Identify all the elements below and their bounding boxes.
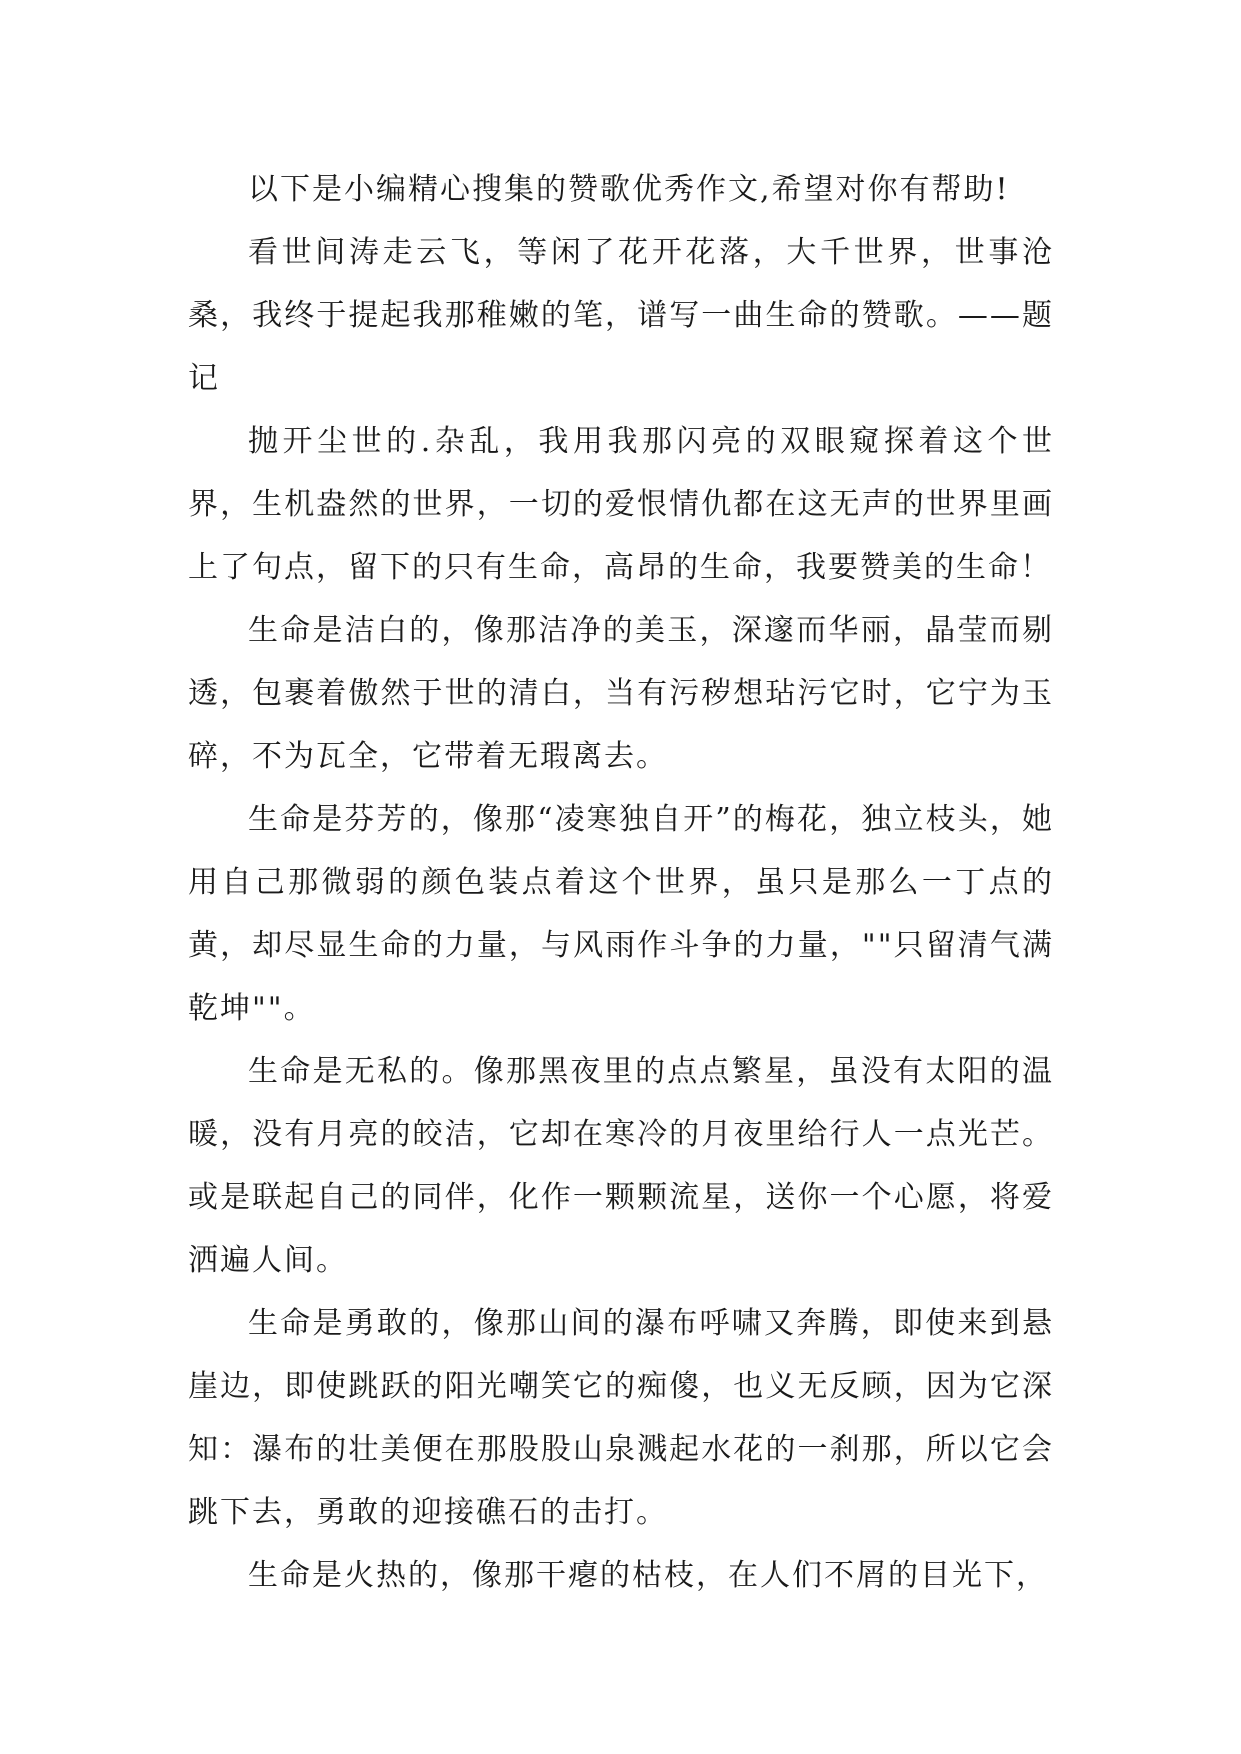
- essay-body: [188, 158, 1054, 1607]
- body-paragraph: 生命是勇敢的，像那山间的瀑布呼啸又奔腾，即使来到悬崖边，即使跳跃的阳光嘲笑它的痴傻，也义无反顾，因为它深知：瀑布的壮美便在那股股山泉溅起水花的一刹那，所以它会跳下去，勇敢的迎接礁石的击打。: [188, 1306, 1054, 1530]
- epigraph-paragraph: 看世间涛走云飞，等闲了花开花落，大千世界，世事沧桑，我终于提起我那稚嫩的笔，谱写一曲生命的赞歌。——题记: [188, 235, 1054, 396]
- body-paragraph: 生命是无私的。像那黑夜里的点点繁星，虽没有太阳的温暖，没有月亮的皎洁，它却在寒冷的月夜里给行人一点光芒。或是联起自己的同伴，化作一颗颗流星，送你一个心愿，将爱洒遍人间。: [188, 1054, 1054, 1278]
- intro-paragraph: 以下是小编精心搜集的赞歌优秀作文,希望对你有帮助!: [248, 172, 1010, 207]
- body-paragraph: 生命是火热的，像那干瘪的枯枝，在人们不屑的目光下，: [248, 1558, 1048, 1593]
- body-paragraph: 抛开尘世的.杂乱，我用我那闪亮的双眼窥探着这个世界，生机盎然的世界，一切的爱恨情仇都在这无声的世界里画上了句点，留下的只有生命，高昂的生命，我要赞美的生命！: [188, 424, 1054, 585]
- body-paragraph: 生命是芬芳的，像那“凌寒独自开”的梅花，独立枝头，她用自己那微弱的颜色装点着这个世界，虽只是那么一丁点的黄，却尽显生命的力量，与风雨作斗争的力量，""只留清气满乾坤""。: [188, 802, 1054, 1026]
- body-paragraph: 生命是洁白的，像那洁净的美玉，深邃而华丽，晶莹而剔透，包裹着傲然于世的清白，当有污秽想玷污它时，它宁为玉碎，不为瓦全，它带着无瑕离去。: [188, 613, 1054, 774]
